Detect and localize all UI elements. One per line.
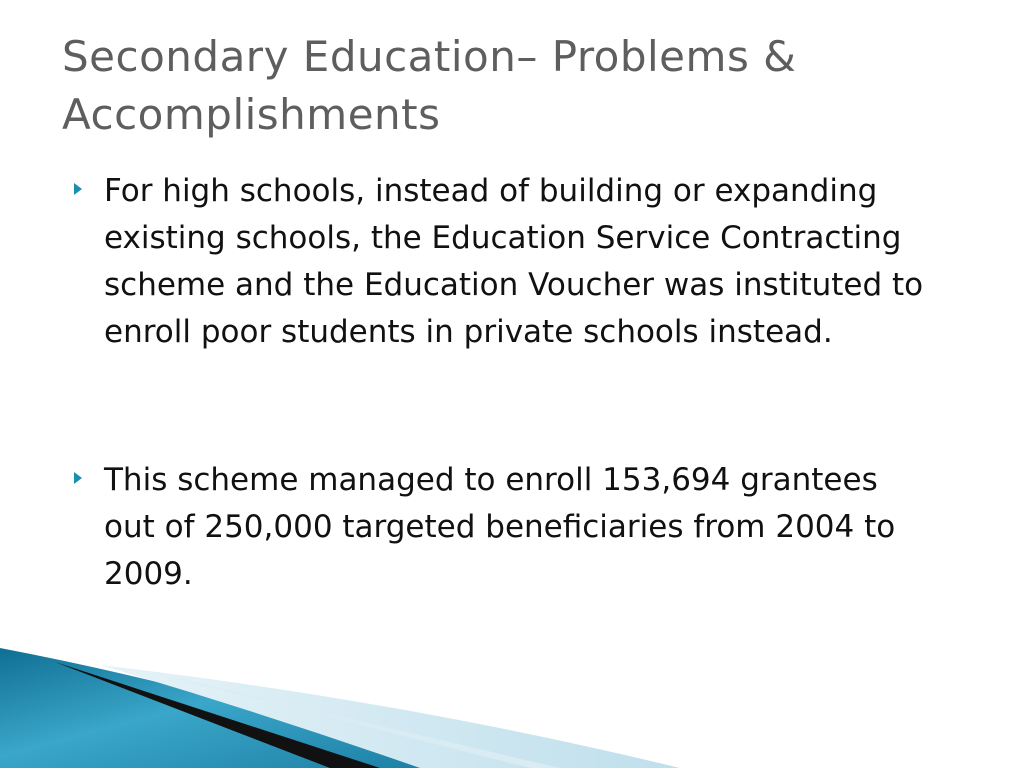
slide-title: Secondary Education– Problems & Accomplishments xyxy=(62,32,797,139)
bullet-text: For high schools, instead of building or expanding existing schools, the Education Service Contracting scheme and the Education Voucher was instituted to enroll poor students in private schools instead. xyxy=(104,173,924,350)
bullet-text: This scheme managed to enroll 153,694 grantees out of 250,000 targeted beneficiaries from 2004 to 2009. xyxy=(104,462,896,592)
